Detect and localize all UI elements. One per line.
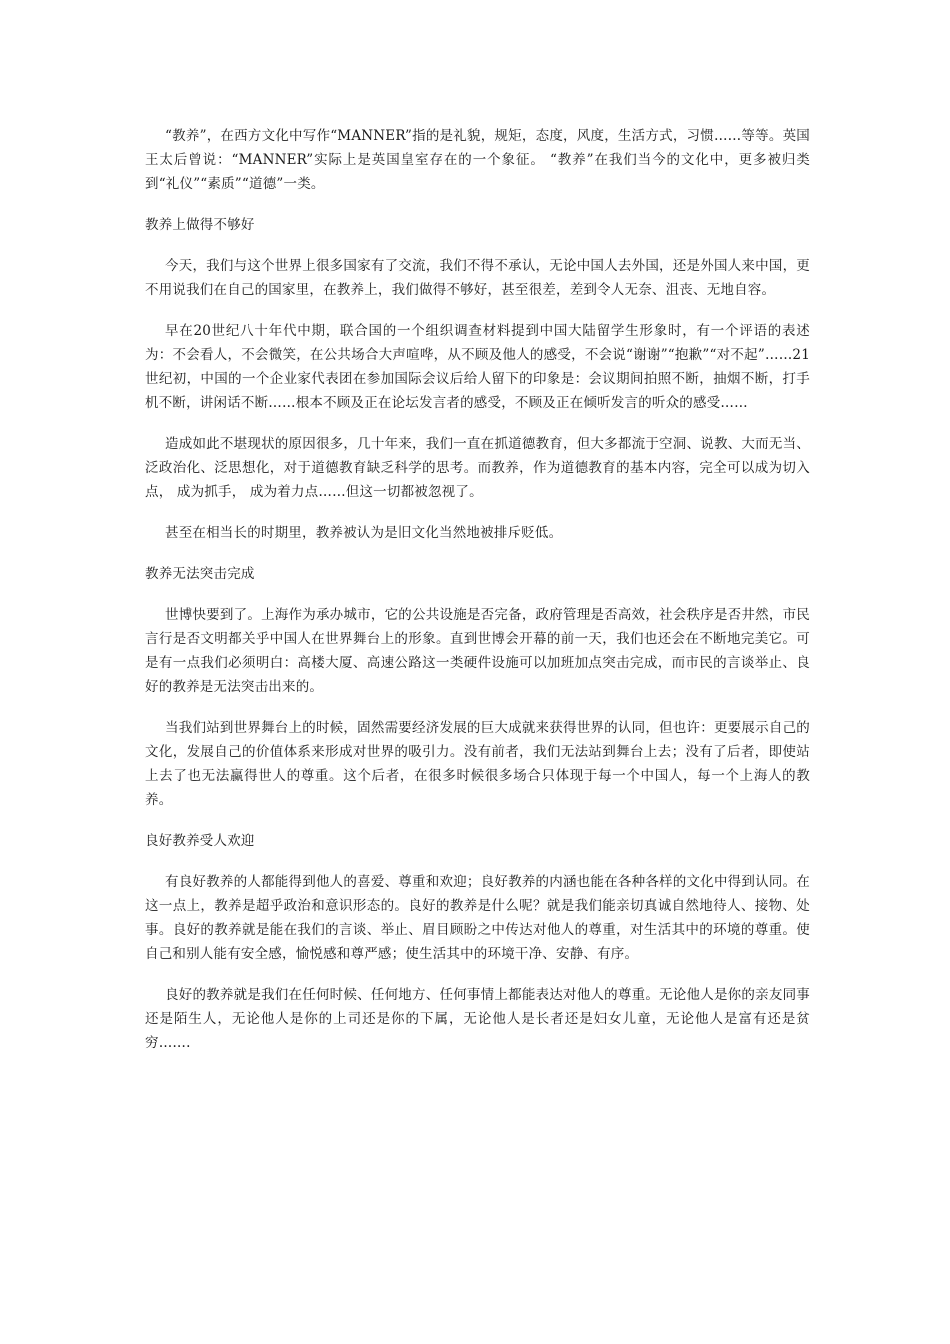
paragraph: 世博快要到了。上海作为承办城市，它的公共设施是否完备，政府管理是否高效，社会秩序是否井然，市民言行是否文明都关乎中国人在世界舞台上的形象。直到世博会开幕的前一天，我们也还会在不断地完美它。可是有一点我们必须明白：高楼大厦、高速公路这一类硬件设施可以加班加点突击完成，而市民的言谈举止、良好的教养是无法突击出来的。 xyxy=(145,607,810,695)
section-heading: 教养无法突击完成 xyxy=(145,566,255,582)
paragraph: 有良好教养的人都能得到他人的喜爱、尊重和欢迎；良好教养的内涵也能在各种各样的文化中得到认同。在这一点上，教养是超乎政治和意识形态的。良好的教养是什么呢？就是我们能亲切真诚自然地待人、接物、处事。良好的教养就是能在我们的言谈、举止、眉目顾盼之中传达对他人的尊重，对生活其中的环境的尊重。使自己和别人能有安全感，愉悦感和尊严感；使生活其中的环境干净、安静、有序。 xyxy=(145,874,810,962)
paragraph: 早在20世纪八十年代中期，联合国的一个组织调查材料提到中国大陆留学生形象时，有一个评语的表述为：不会看人，不会微笑，在公共场合大声喧哗，从不顾及他人的感受，不会说“谢谢”“抱歉”“对不起”……21世纪初，中国的一个企业家代表团在参加国际会议后给人留下的印象是：会议期间拍照不断，抽烟不断，打手机不断，讲闲话不断……根本不顾及正在论坛发言者的感受，不顾及正在倾听发言的听众的感受…… xyxy=(145,323,810,411)
paragraph: 当我们站到世界舞台上的时候，固然需要经济发展的巨大成就来获得世界的认同，但也许：更要展示自己的文化，发展自己的价值体系来形成对世界的吸引力。没有前者，我们无法站到舞台上去；没有了后者，即使站上去了也无法赢得世人的尊重。这个后者，在很多时候很多场合只体现于每一个中国人，每一个上海人的教养。 xyxy=(145,720,810,808)
paragraph: 甚至在相当长的时期里，教养被认为是旧文化当然地被排斥贬低。 xyxy=(165,525,563,541)
paragraph-intro: “教养”，在西方文化中写作“MANNER”指的是礼貌，规矩，态度，风度，生活方式，习惯……等等。英国王太后曾说：“MANNER”实际上是英国皇室存在的一个象征。 “教养”在我们当今的文化中，更多被归类到“礼仪”“素质”“道德”一类。 xyxy=(145,128,810,192)
paragraph: 良好的教养就是我们在任何时候、任何地方、任何事情上都能表达对他人的尊重。无论他人是你的亲友同事还是陌生人，无论他人是你的上司还是你的下属，无论他人是长者还是妇女儿童，无论他人是富有还是贫穷……. xyxy=(145,987,810,1051)
section-heading: 教养上做得不够好 xyxy=(145,217,255,233)
paragraph: 今天，我们与这个世界上很多国家有了交流，我们不得不承认，无论中国人去外国，还是外国人来中国，更不用说我们在自己的国家里，在教养上，我们做得不够好，甚至很差，差到令人无奈、沮丧、无地自容。 xyxy=(145,258,810,298)
paragraph: 造成如此不堪现状的原因很多，几十年来，我们一直在抓道德教育，但大多都流于空洞、说教、大而无当、泛政治化、泛思想化，对于道德教育缺乏科学的思考。而教养，作为道德教育的基本内容，完全可以成为切入点， 成为抓手， 成为着力点……但这一切都被忽视了。 xyxy=(145,436,810,500)
document-body xyxy=(145,124,810,1072)
section-heading: 良好教养受人欢迎 xyxy=(145,833,255,849)
